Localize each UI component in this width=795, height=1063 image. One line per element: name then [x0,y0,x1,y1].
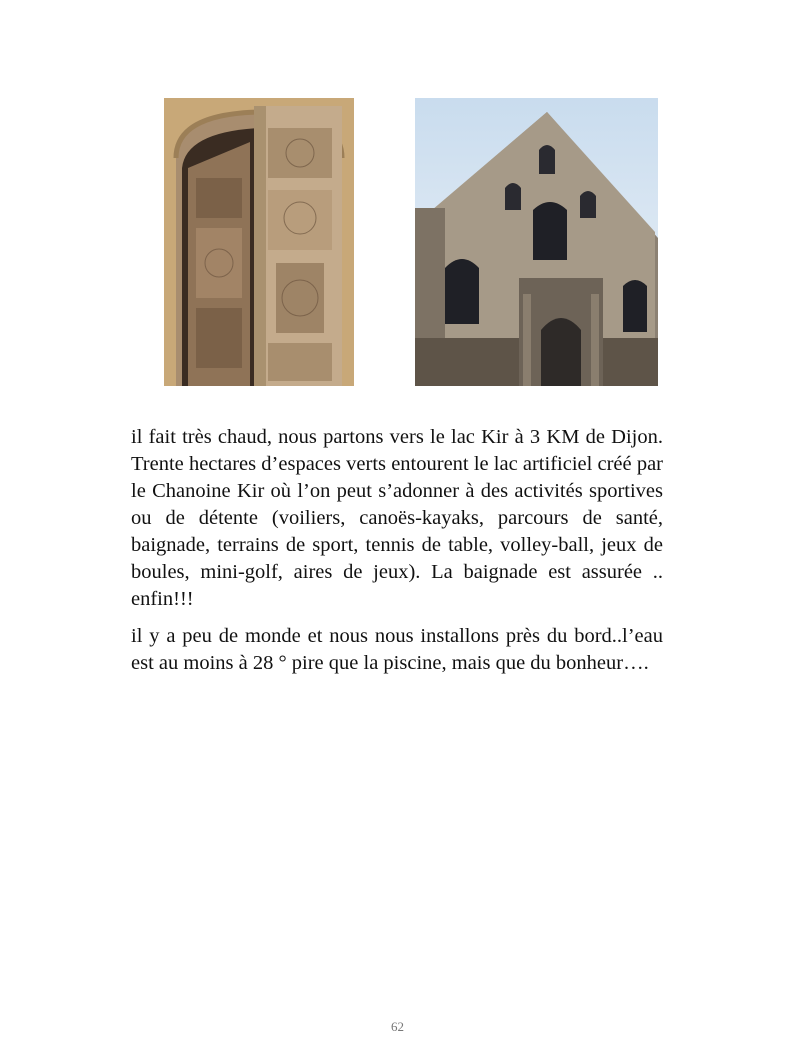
carved-wooden-door-photo [164,98,354,386]
paragraph-swimming: il y a peu de monde et nous nous installons près du bord..l’eau est au moins à 28 ° pire que la piscine, mais que du bonheur…. [131,625,663,674]
paragraph-lake-kir: il fait très chaud, nous partons vers le lac Kir à 3 KM de Dijon. Trente hectares d’espaces verts entourent le lac artificiel créé par le Chanoine Kir où l’on peut s’adonner à des activités sportives ou de détente (voiliers, canoës-kayaks, parcours de santé, baignade, terrains de sport, tennis de table, volley-ball, jeux de boules, mini-golf, aires de jeux). La baignade est assurée .. enfin!!! [131,426,663,610]
church-facade-photo [415,98,658,386]
page-number: 62 [391,1019,404,1034]
body-text [131,424,663,687]
